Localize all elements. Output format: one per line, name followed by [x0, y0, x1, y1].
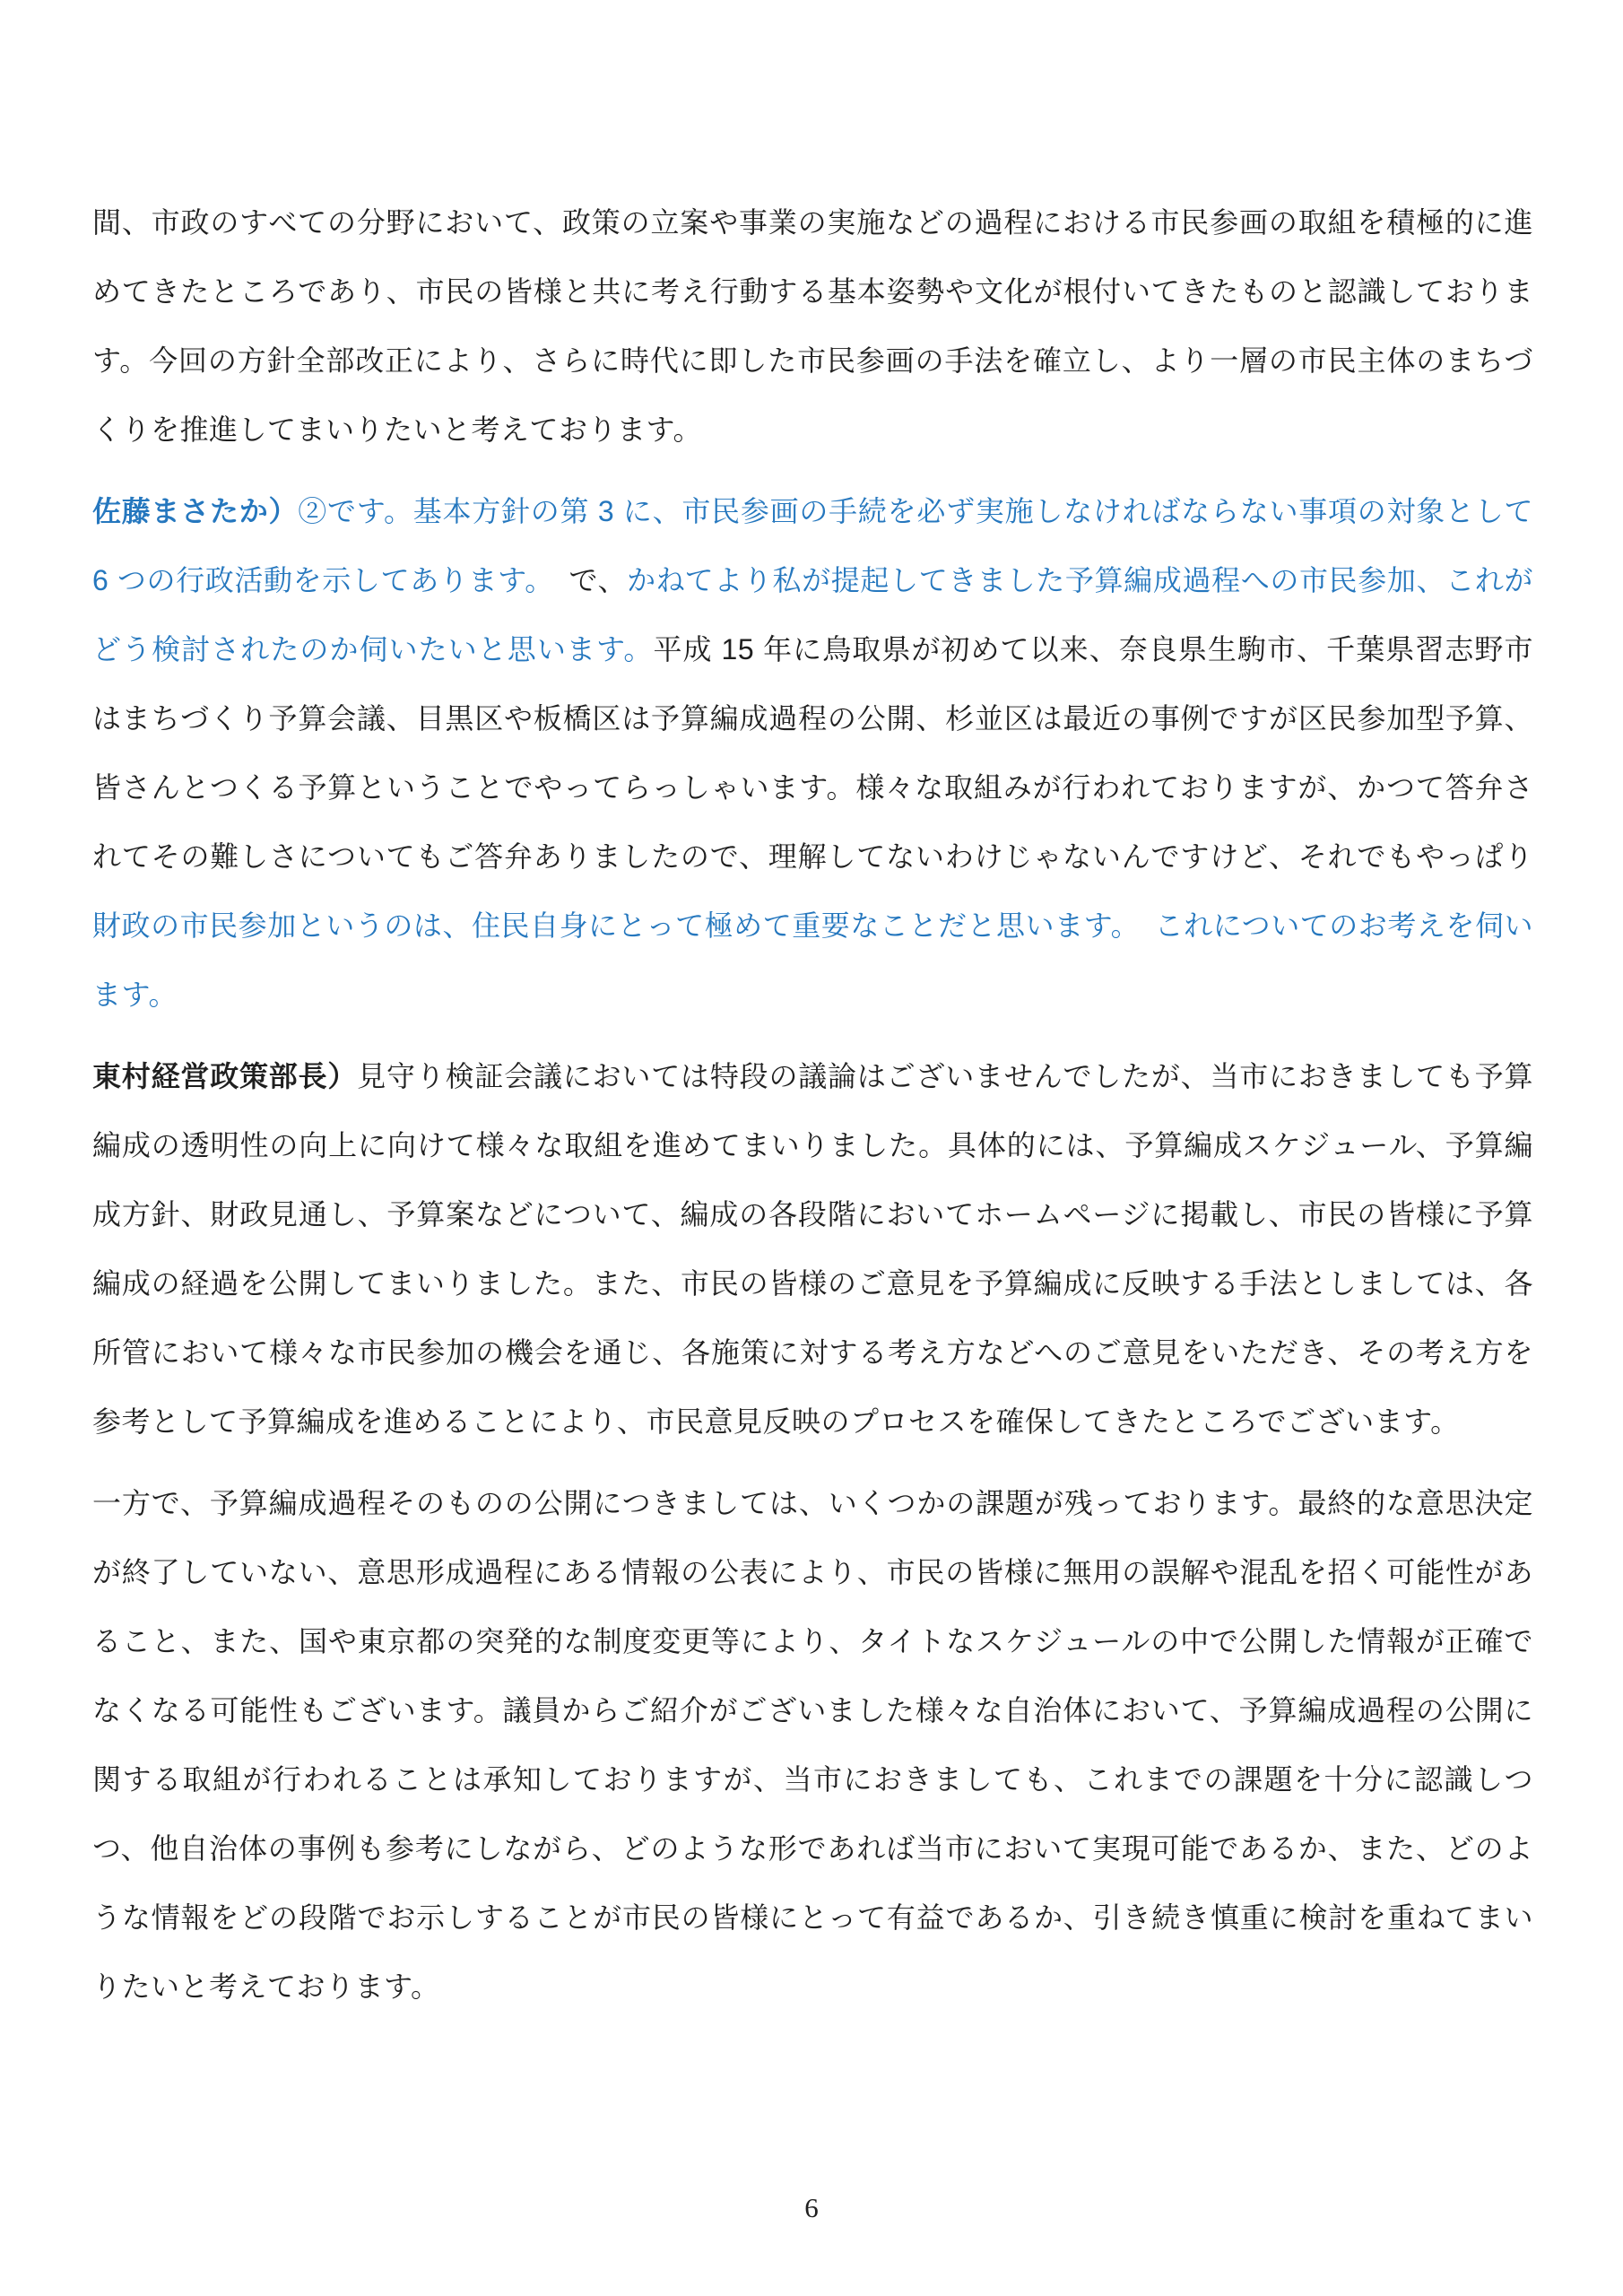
paragraph-text: 一方で、予算編成過程そのものの公開につきましては、いくつかの課題が残っております。最終的な意思決定が終了していない、意思形成過程にある情報の公表により、市民の皆様に無用の誤解や混乱を招く可能性があること、また、国や東京都の突発的な制度変更等により、タイトなスケジュールの中で公開した情報が正確でなくなる可能性もございます。議員からご紹介がございました様々な自治体において、予算編成過程の公開に関する取組が行われることは承知しておりますが、当市におきましても、これまでの課題を十分に認識しつつ、他自治体の事例も参考にしながら、どのような形であれば当市において実現可能であるか、また、どのような情報をどの段階でお示しすることが市民の皆様にとって有益であるか、引き続き慎重に検討を重ねてまいりたいと考えております。 [92, 1487, 1533, 2003]
question-highlight-text: 財政の市民参加というのは、住民自身にとって極めて重要なことだと思います。 これについてのお考えを伺います。 [92, 909, 1533, 1011]
page-number: 6 [804, 2192, 819, 2223]
paragraph-continuation [92, 188, 1533, 465]
paragraph-sato-question [92, 477, 1533, 1030]
question-highlight-text: ②です。基本方針の第 3 に、市民参画の手続を必ず実施しなければならない事項の対象として 6 つの行政活動を示してあります。 [92, 495, 1533, 596]
speaker-name-sato: 佐藤まさたか） [92, 495, 299, 527]
question-highlight-text: かねてより私が提起してきました予算編成過程への市民参加、これがどう検討されたのか伺いたいと思います。 [92, 564, 1533, 665]
speaker-name-higashimura: 東村経営政策部長） [92, 1060, 358, 1092]
paragraph-text: 平成 15 年に鳥取県が初めて以来、奈良県生駒市、千葉県習志野市はまちづくり予算会議、目黒区や板橋区は予算編成過程の公開、杉並区は最近の事例ですが区民参加型予算、皆さんとつくる予算ということでやってらっしゃいます。様々な取組みが行われておりますが、かつて答弁されてその難しさについてもご答弁ありましたので、理解してないわけじゃないんですけど、それでもやっぱり [92, 633, 1533, 873]
paragraph-text: 見守り検証会議においては特段の議論はございませんでしたが、当市におきましても予算編成の透明性の向上に向けて様々な取組を進めてまいりました。具体的には、予算編成スケジュール、予算編成方針、財政見通し、予算案などについて、編成の各段階においてホームページに掲載し、市民の皆様に予算編成の経過を公開してまいりました。また、市民の皆様のご意見を予算編成に反映する手法としましては、各所管において様々な市民参加の機会を通じ、各施策に対する考え方などへのご意見をいただき、その考え方を参考として予算編成を進めることにより、市民意見反映のプロセスを確保してきたところでございます。 [92, 1060, 1533, 1438]
paragraph-answer-continued [92, 1469, 1533, 2022]
paragraph-text: 間、市政のすべての分野において、政策の立案や事業の実施などの過程における市民参画の取組を積極的に進めてきたところであり、市民の皆様と共に考え行動する基本姿勢や文化が根付いてきたものと認識しております。今回の方針全部改正により、さらに時代に即した市民参画の手法を確立し、より一層の市民主体のまちづくりを推進してまいりたいと考えております。 [92, 206, 1533, 446]
paragraph-text: で、 [539, 564, 628, 596]
paragraph-higashimura-answer [92, 1042, 1533, 1457]
